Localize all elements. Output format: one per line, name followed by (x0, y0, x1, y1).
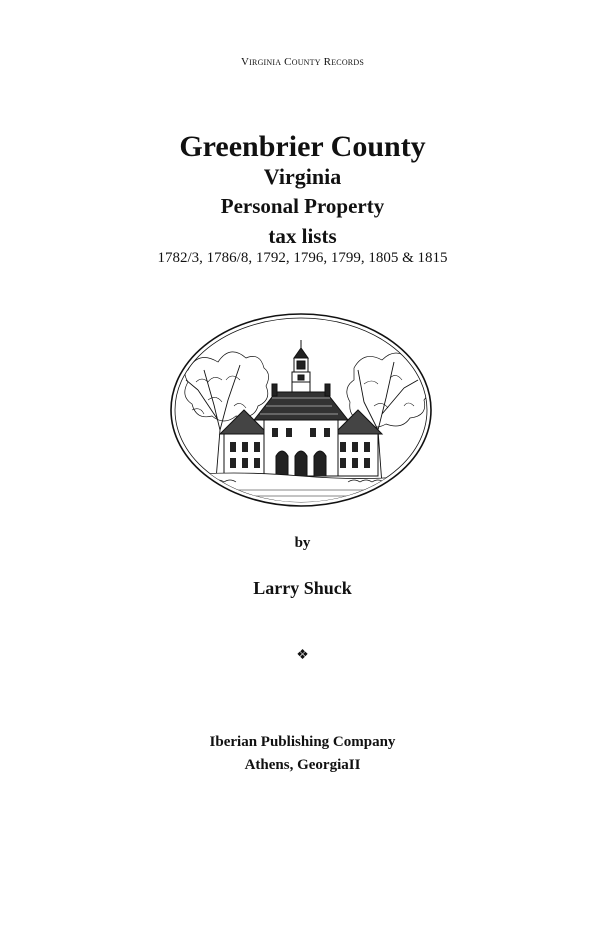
series-title: Virginia County Records (241, 56, 364, 68)
book-title: Greenbrier County (179, 130, 426, 163)
book-subtitle-line2: tax lists (268, 224, 337, 248)
author-name: Larry Shuck (253, 578, 352, 598)
publisher-name: Iberian Publishing Company (209, 734, 396, 750)
book-state: Virginia (263, 164, 342, 189)
tax-years: 1782/3, 1786/8, 1792, 1796, 1799, 1805 & 1815 (157, 250, 448, 266)
building-engraving-icon (168, 310, 434, 510)
book-subtitle-line1: Personal Property (220, 194, 385, 218)
diamond-ornament-icon: ❖ (296, 648, 309, 663)
publisher-location: Athens, GeorgiaII (244, 757, 361, 773)
byline-by: by (294, 535, 311, 551)
